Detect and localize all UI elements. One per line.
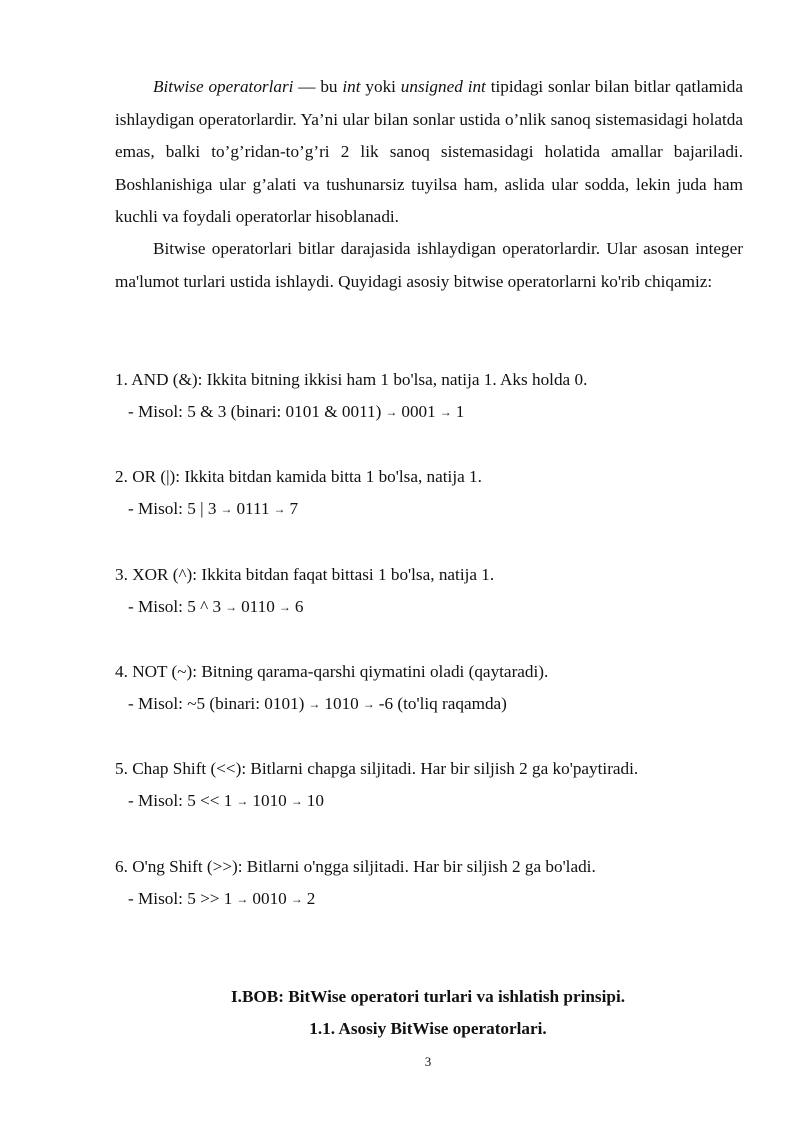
example-expression: - Misol: 5 ^ 3 bbox=[128, 597, 222, 616]
operator-item-not: 4. NOT (~): Bitning qarama-qarshi qiymatini oladi (qaytaradi). bbox=[115, 662, 549, 681]
arrow-right-icon: → bbox=[439, 405, 452, 419]
example-binary: 1010 bbox=[252, 791, 287, 810]
page-number: 3 bbox=[424, 1054, 432, 1069]
operator-item-and: 1. AND (&): Ikkita bitning ikkisi ham 1 bo'lsa, natija 1. Aks holda 0. bbox=[115, 370, 588, 389]
example-binary: 0110 bbox=[241, 597, 275, 616]
operator-item-xor: 3. XOR (^): Ikkita bitdan faqat bittasi 1 bo'lsa, natija 1. bbox=[115, 565, 495, 584]
example-binary: 0010 bbox=[252, 889, 287, 908]
example-binary: 0001 bbox=[401, 402, 436, 421]
example-xor bbox=[128, 596, 303, 619]
example-and bbox=[128, 401, 464, 424]
example-binary: 1010 bbox=[324, 694, 359, 713]
intro-type-int: int bbox=[342, 77, 361, 96]
intro-dash: — bu bbox=[293, 77, 343, 96]
operator-item-left-shift: 5. Chap Shift (<<): Bitlarni chapga siljitadi. Har bir siljish 2 ga ko'paytiradi. bbox=[115, 759, 639, 778]
intro-or: yoki bbox=[360, 77, 401, 96]
chapter-heading: I.BOB: BitWise operatori turlari va ishlatish prinsipi. bbox=[230, 987, 626, 1006]
section-heading: 1.1. Asosiy BitWise operatorlari. bbox=[309, 1019, 547, 1038]
overview-text: Bitwise operatorlari bitlar darajasida ishlaydigan operatorlardir. Ular asosan integer ma'lumot turlari ustida ishlaydi. Quyidagi asosiy bitwise operatorlarni ko'rib chiqamiz: bbox=[115, 239, 743, 291]
arrow-right-icon: → bbox=[236, 892, 249, 906]
example-result: 10 bbox=[306, 791, 324, 810]
arrow-right-icon: → bbox=[220, 502, 233, 516]
intro-term: Bitwise operatorlari bbox=[153, 77, 294, 96]
arrow-right-icon: → bbox=[290, 794, 303, 808]
operator-item-right-shift: 6. O'ng Shift (>>): Bitlarni o'ngga siljitadi. Har bir siljish 2 ga bo'ladi. bbox=[115, 857, 596, 876]
intro-type-unsigned: unsigned int bbox=[400, 77, 486, 96]
arrow-right-icon: → bbox=[385, 405, 398, 419]
example-expression: - Misol: 5 | 3 bbox=[128, 499, 217, 518]
example-expression: - Misol: 5 << 1 bbox=[128, 791, 233, 810]
example-result: 2 bbox=[306, 889, 316, 908]
example-result: 6 bbox=[294, 597, 304, 616]
arrow-right-icon: → bbox=[225, 600, 238, 614]
intro-paragraph bbox=[115, 71, 743, 234]
intro-rest: tipidagi sonlar bilan bitlar qatlamida ishlaydigan operatorlardir. Ya’ni ular bilan sonlar ustida o’nlik sanoq sistemasidagi holatda emas, balki to’g’ridan-to’g’ri 2 lik sanoq sistemasidagi holatida amallar bajariladi. Boshlanishiga ular g’alati va tushunarsiz tuyilsa ham, aslida ular sodda, lekin juda ham kuchli va foydali operatorlar hisoblanadi. bbox=[115, 77, 743, 227]
arrow-right-icon: → bbox=[290, 892, 303, 906]
example-result: 1 bbox=[455, 402, 465, 421]
example-or bbox=[128, 498, 298, 521]
example-result: 7 bbox=[289, 499, 299, 518]
example-left-shift bbox=[128, 790, 324, 813]
example-expression: - Misol: 5 & 3 (binari: 0101 & 0011) bbox=[128, 402, 382, 421]
example-expression: - Misol: 5 >> 1 bbox=[128, 889, 233, 908]
example-binary: 0111 bbox=[236, 499, 270, 518]
overview-paragraph bbox=[115, 233, 743, 298]
arrow-right-icon: → bbox=[236, 794, 249, 808]
arrow-right-icon: → bbox=[362, 697, 375, 711]
arrow-right-icon: → bbox=[273, 502, 286, 516]
arrow-right-icon: → bbox=[278, 600, 291, 614]
example-result: -6 (to'liq raqamda) bbox=[378, 694, 507, 713]
example-right-shift bbox=[128, 888, 315, 911]
arrow-right-icon: → bbox=[308, 697, 321, 711]
operator-item-or: 2. OR (|): Ikkita bitdan kamida bitta 1 bo'lsa, natija 1. bbox=[115, 467, 482, 486]
example-expression: - Misol: ~5 (binari: 0101) bbox=[128, 694, 305, 713]
example-not bbox=[128, 693, 507, 716]
